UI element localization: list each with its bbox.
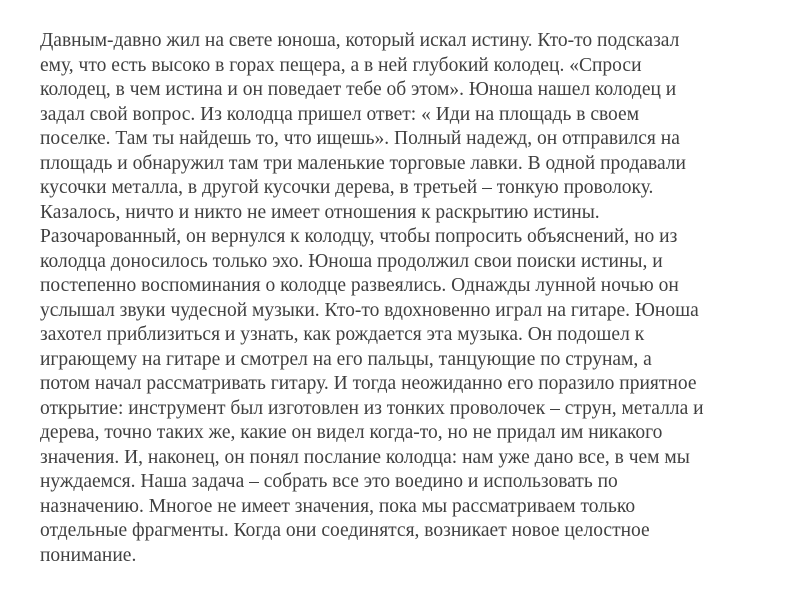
paragraph-line-5: поселке. Там ты найдешь то, что ищешь». Полный надежд, он отправился на [40, 128, 680, 149]
paragraph-line-18: значения. И, наконец, он понял послание колодца: нам уже дано все, в чем мы [40, 446, 690, 468]
paragraph-line-13: захотел приблизиться и узнать, как рождается эта музыка. Он подошел к [40, 324, 645, 345]
paragraph-line-2: ему, что есть высоко в горах пещера, а в ней глубокий колодец. «Спроси [40, 54, 642, 76]
paragraph-line-20: назначению. Многое не имеет значения, пока мы рассматриваем только [40, 495, 636, 517]
paragraph-line-9: Разочарованный, он вернулся к колодцу, чтобы попросить объяснений, но из [40, 226, 678, 247]
paragraph-line-3: колодец, в чем истина и он поведает тебе об этом». Юноша нашел колодец и [40, 79, 677, 100]
paragraph-line-22: понимание. [40, 544, 137, 566]
paragraph-line-19: нуждаемся. Наша задача – собрать все это воедино и использовать по [40, 471, 618, 492]
paragraph-line-16: открытие: инструмент был изготовлен из тонких проволочек – струн, металла и [40, 397, 704, 419]
paragraph-line-21: отдельные фрагменты. Когда они соединятся, возникает новое целостное [40, 520, 650, 541]
paragraph-line-4: задал свой вопрос. Из колодца пришел ответ: « Иди на площадь в своем [40, 103, 640, 125]
paragraph-line-15: потом начал рассматривать гитару. И тогда неожиданно его поразило приятное [40, 373, 697, 394]
paragraph-line-11: постепенно воспоминания о колодце развеялись. Однажды лунной ночью он [40, 275, 679, 296]
paragraph-line-8: Казалось, ничто и никто не имеет отношения к раскрытию истины. [40, 201, 600, 223]
paragraph-line-14: играющему на гитаре и смотрел на его пальцы, танцующие по струнам, а [40, 348, 652, 370]
paragraph-line-1: Давным-давно жил на свете юноша, который искал истину. Кто-то подсказал [40, 30, 680, 51]
paragraph-line-10: колодца доносилось только эхо. Юноша продолжил свои поиски истины, и [40, 250, 663, 272]
paragraph-line-12: услышал звуки чудесной музыки. Кто-то вдохновенно играл на гитаре. Юноша [40, 299, 699, 321]
paragraph-line-17: дерева, точно таких же, какие он видел когда-то, но не придал им никакого [40, 422, 663, 443]
paragraph-line-7: кусочки металла, в другой кусочки дерева, в третьей – тонкую проволоку. [40, 177, 654, 198]
paragraph-line-6: площадь и обнаружил там три маленькие торговые лавки. В одной продавали [40, 152, 686, 174]
story-paragraph [40, 29, 770, 568]
